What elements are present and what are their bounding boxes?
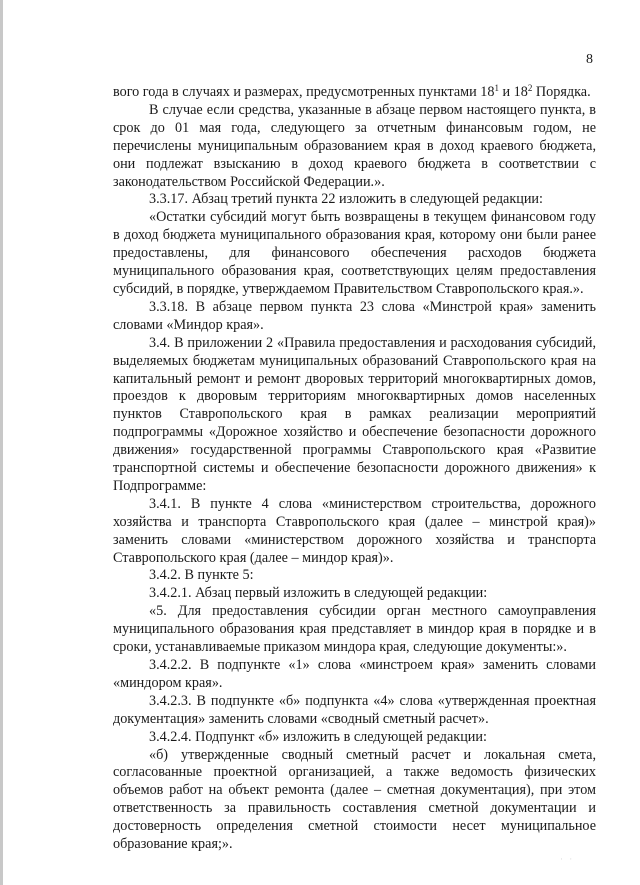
superscript-1: 1	[494, 83, 499, 93]
paragraph: 3.4.2.1. Абзац первый изложить в следующей редакции:	[149, 585, 488, 602]
superscript-2: 2	[527, 83, 533, 93]
paragraph: В случае если средства, указанные в абзаце первом настоящего пункта, в срок до 01 мая года, следующего за отчетным финансовым годом, не перечислены муниципальным образованием края в доход краевого бюджета, они подлежат взысканию в доход краевого бюджета в соответствии с законодательством Российской Федерации.».	[113, 101, 596, 190]
page-number: 8	[586, 52, 593, 67]
scan-artifact: · ·	[560, 854, 575, 864]
paragraph: 3.3.18. В абзаце первом пункта 23 слова «Минстрой края» заменить словами «Миндор края».	[113, 298, 596, 333]
document-body	[113, 84, 596, 854]
paragraph: 3.4. В приложении 2 «Правила предоставления и расходования субсидий, выделяемых бюджетам муниципальных образований Ставропольского края на капитальный ремонт и ремонт дворовых территорий многоквартирных домов, проездов к дворовым территориям многоквартирных домов населенных пунктов Ставропольского края в рамках реализации мероприятий подпрограммы «Дорожное хозяйство и обеспечение безопасности дорожного движения» государственной программы Ставропольского края «Развитие транспортной системы и обеспечение безопасности дорожного движения» к Подпрограмме:	[113, 334, 596, 494]
paragraph: 3.4.1. В пункте 4 слова «министерством строительства, дорожного хозяйства и транспорта Ставропольского края (далее – минстрой края)» заменить словами «министерством дорожного хозяйства и транспорта Ставропольского края (далее – миндор края)».	[113, 495, 596, 566]
paragraph: 3.4.2.2. В подпункте «1» слова «минстроем края» заменить словами «миндором края».	[113, 657, 596, 691]
paragraph: 3.4.2.4. Подпункт «б» изложить в следующей редакции:	[149, 728, 487, 745]
paragraph: «5. Для предоставления субсидии орган местного самоуправления муниципального образования края представляет в миндор края в порядке и в сроки, устанавливаемые приказом миндора края, следующие документы:».	[113, 603, 596, 656]
paragraph: «б) утвержденные сводный сметный расчет и локальная смета, согласованные проектной организацией, а также ведомость физических объемов работ на объект ремонта (далее – сметная документация), при этом ответственность за правильность составления сметной документации и достоверность определения сметной стоимости несет муниципальное образование края;».	[113, 746, 596, 853]
paragraph: 3.3.17. Абзац третий пункта 22 изложить в следующей редакции:	[149, 191, 543, 208]
paragraph: «Остатки субсидий могут быть возвращены в текущем финансовом году в доход бюджета муниципального образования края, которому они были ранее предоставлены, для финансового обеспечения расходов бюджета муниципального образования края, соответствующих целям предоставления субсидий, в порядке, утверждаемом Правительством Ставропольского края.».	[113, 209, 596, 297]
scan-edge-shadow	[0, 0, 3, 885]
paragraph: 3.4.2. В пункте 5:	[149, 567, 254, 584]
paragraph: 3.4.2.3. В подпункте «б» подпункта «4» слова «утвержденная проектная документация» заменить словами «сводный сметный расчет».	[113, 692, 596, 727]
paragraph-continuation: вого года в случаях и размерах, предусмотренных пунктами $18^1$ и $18^2$ Порядка.	[113, 83, 591, 100]
